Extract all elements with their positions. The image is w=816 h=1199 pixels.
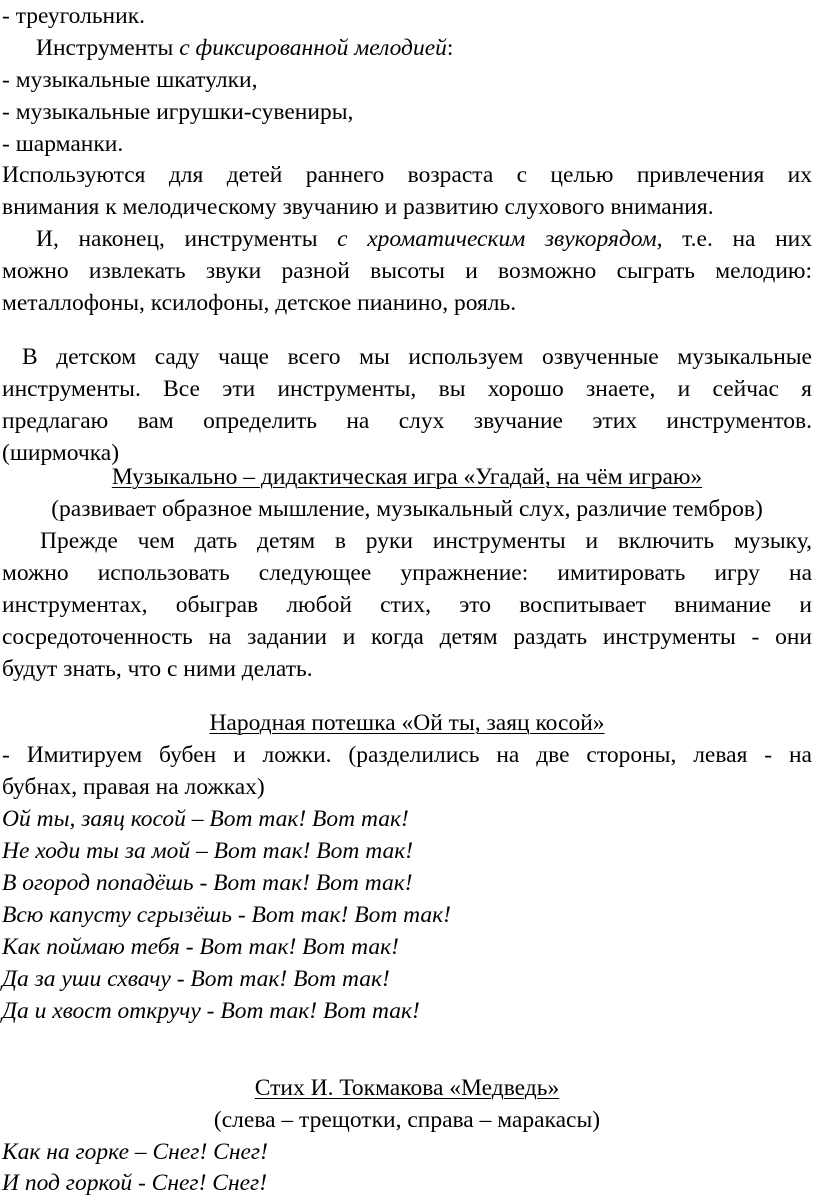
text-line xyxy=(2,224,812,254)
text-line: бубнах, правая на ложках) xyxy=(2,774,265,800)
poem-line: Да и хвост откручу - Вот так! Вот так! xyxy=(2,998,420,1024)
text-line: (развивает образное мышление, музыкальный слух, различие тембров) xyxy=(51,496,763,522)
text-line: инструменты. Все эти инструменты, вы хорошо знаете, и сейчас я xyxy=(2,376,812,402)
section-heading xyxy=(2,462,812,492)
list-item: - шарманки. xyxy=(2,131,124,157)
list-item: - музыкальные шкатулки, xyxy=(2,67,258,93)
text-run: : xyxy=(446,35,454,61)
text-line: (слева – трещотки, справа – маракасы) xyxy=(213,1107,601,1133)
italic-term: с фиксированной мелодией xyxy=(179,35,447,61)
poem-line: Как поймаю тебя - Вот так! Вот так! xyxy=(2,934,399,960)
text-run: Инструменты xyxy=(36,35,180,61)
text-line: Прежде чем дать детям в руки инструменты и включить музыку, xyxy=(40,528,812,554)
text-line: Используются для детей раннего возраста с целью привлечения их xyxy=(2,162,812,188)
text-line: - треугольник. xyxy=(2,3,145,29)
text-run: т.е. на них xyxy=(662,226,813,252)
text-line: металлофоны, ксилофоны, детское пианино, рояль. xyxy=(2,290,517,316)
poem-line: Всю капусту сгрызёшь - Вот так! Вот так! xyxy=(2,902,451,928)
text-line: - Имитируем бубен и ложки. (разделились на две стороны, левая - на xyxy=(2,742,812,768)
poem-line: Да за уши схвачу - Вот так! Вот так! xyxy=(2,966,390,992)
section-heading xyxy=(2,1073,812,1103)
text-line: предлагаю вам определить на слух звучание этих инструментов. xyxy=(2,408,812,434)
text-run: И, наконец, инструменты xyxy=(36,226,338,252)
italic-term: с хроматическим звукорядом, xyxy=(337,226,663,252)
poem-line: Как на горке – Снег! Снег! xyxy=(2,1139,268,1165)
poem-line: Ой ты, заяц косой – Вот так! Вот так! xyxy=(2,806,409,832)
text-line: сосредоточенность на задании и когда детям раздать инструменты - они xyxy=(2,624,812,650)
poem-line: В огород попадёшь - Вот так! Вот так! xyxy=(2,870,413,896)
heading-text: Стих И. Токмакова «Медведь» xyxy=(254,1075,560,1101)
text-line: инструментах, обыграв любой стих, это воспитывает внимание и xyxy=(2,592,812,618)
text-line: будут знать, что с ними делать. xyxy=(2,656,313,682)
poem-line: И под горкой - Снег! Снег! xyxy=(2,1170,268,1196)
list-item: - музыкальные игрушки-сувениры, xyxy=(2,99,354,125)
text-line: можно использовать следующее упражнение: имитировать игру на xyxy=(2,560,812,586)
text-line xyxy=(2,33,812,63)
poem-line: Не ходи ты за мой – Вот так! Вот так! xyxy=(2,838,414,864)
text-line: В детском саду чаще всего мы используем озвученные музыкальные xyxy=(22,344,812,370)
heading-text: Народная потешка «Ой ты, заяц косой» xyxy=(209,710,605,736)
section-heading xyxy=(2,708,812,738)
text-line: (ширмочка) xyxy=(2,440,120,466)
text-line: внимания к мелодическому звучанию и развитию слухового внимания. xyxy=(2,194,714,220)
heading-text: Музыкально – дидактическая игра «Угадай, на чём играю» xyxy=(111,464,703,490)
text-line: можно извлекать звуки разной высоты и возможно сыграть мелодию: xyxy=(2,258,812,284)
